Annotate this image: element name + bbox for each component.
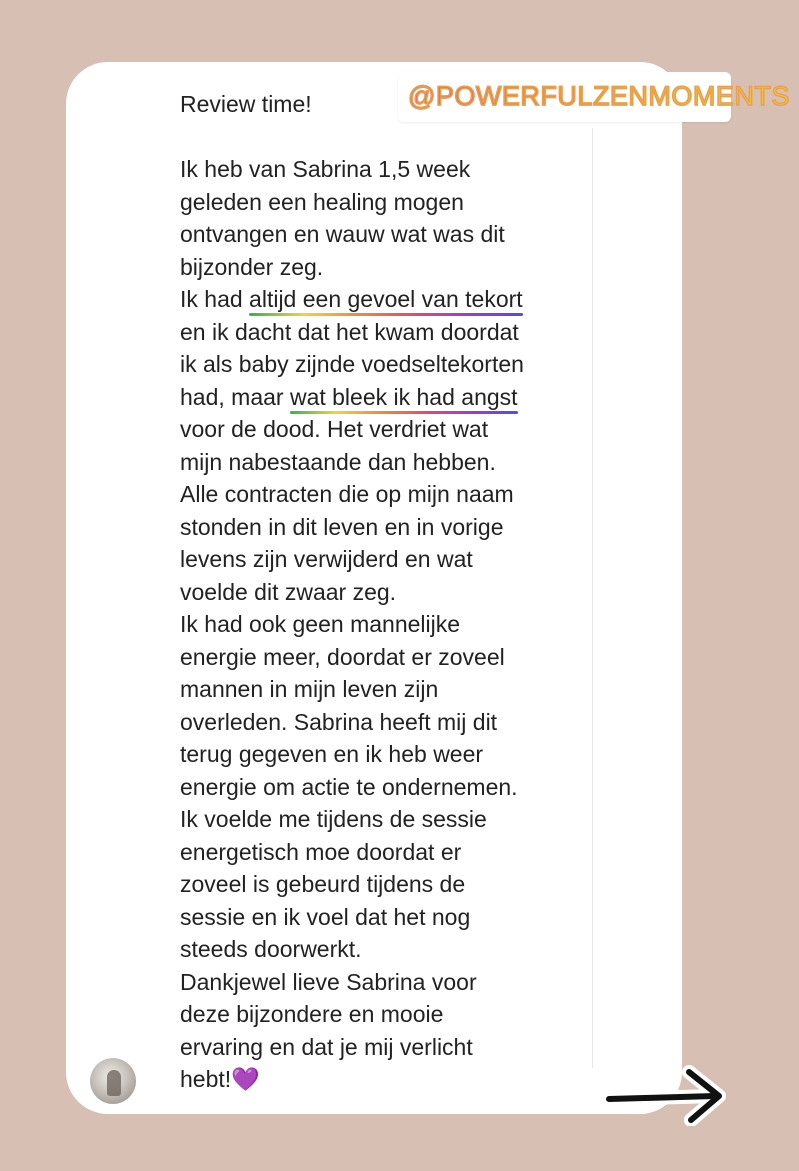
message-line: geleden een healing mogen: [180, 188, 464, 215]
line-prefix: had, maar: [180, 383, 290, 410]
purple-heart-icon: 💜: [231, 1066, 260, 1092]
card-divider: [592, 128, 593, 1068]
message-line: Ik voelde me tijdens de sessie: [180, 806, 487, 832]
message-line-highlighted: [180, 283, 580, 316]
message-line: Ik had ook geen mannelijke: [180, 611, 461, 637]
message-line: ik als baby zijnde voedseltekorten: [180, 351, 524, 377]
message-line: voelde dit zwaar zeg.: [180, 578, 397, 605]
avatar[interactable]: [90, 1058, 136, 1104]
message-line: bijzonder zeg.: [180, 253, 324, 280]
blank-line: [180, 121, 580, 154]
message-line: zoveel is gebeurd tijdens de: [180, 871, 466, 897]
message-line: energie om actie te ondernemen.: [180, 773, 518, 800]
message-line: sessie en ik voel dat het nog: [180, 903, 471, 930]
message-line: voor de dood. Het verdriet wat: [180, 416, 489, 442]
line-prefix: Ik had: [180, 286, 250, 312]
message-line: energie meer, doordat er zoveel: [180, 643, 505, 670]
message-line: ervaring en dat je mij verlicht: [180, 1033, 473, 1060]
avatar-figure: [107, 1070, 121, 1096]
message-line-highlighted: [180, 381, 580, 414]
message-line: levens zijn verwijderd en wat: [180, 546, 473, 572]
arrow-right-icon: [603, 1064, 729, 1126]
message-line: energetisch moe doordat er: [180, 838, 462, 865]
message-line: overleden. Sabrina heeft mij dit: [180, 708, 498, 735]
message-text: [180, 88, 580, 1096]
message-line: en ik dacht dat het kwam doordat: [180, 318, 519, 345]
mention-text: @POWERFULZENMOMENTS: [408, 81, 790, 111]
last-line-text: hebt!: [180, 1066, 232, 1092]
message-line: steeds doorwerkt.: [180, 936, 362, 962]
message-line: mijn nabestaande dan hebben.: [180, 448, 496, 475]
message-line: Dankjewel lieve Sabrina voor: [180, 968, 477, 995]
message-line: stonden in dit leven en in vorige: [180, 513, 504, 540]
message-line: terug gegeven en ik heb weer: [180, 741, 484, 767]
rainbow-underline-text: wat bleek ik had angst: [289, 383, 518, 410]
message-last-line: [180, 1063, 580, 1096]
message-title: Review time!: [180, 91, 312, 117]
message-line: Alle contracten die op mijn naam: [180, 481, 514, 507]
message-line: mannen in mijn leven zijn: [180, 676, 439, 702]
message-line: deze bijzondere en mooie: [180, 1001, 444, 1027]
rainbow-underline-text: altijd een gevoel van tekort: [249, 286, 523, 312]
message-line: ontvangen en wauw wat was dit: [180, 221, 505, 247]
message-line: Ik heb van Sabrina 1,5 week: [180, 156, 471, 182]
